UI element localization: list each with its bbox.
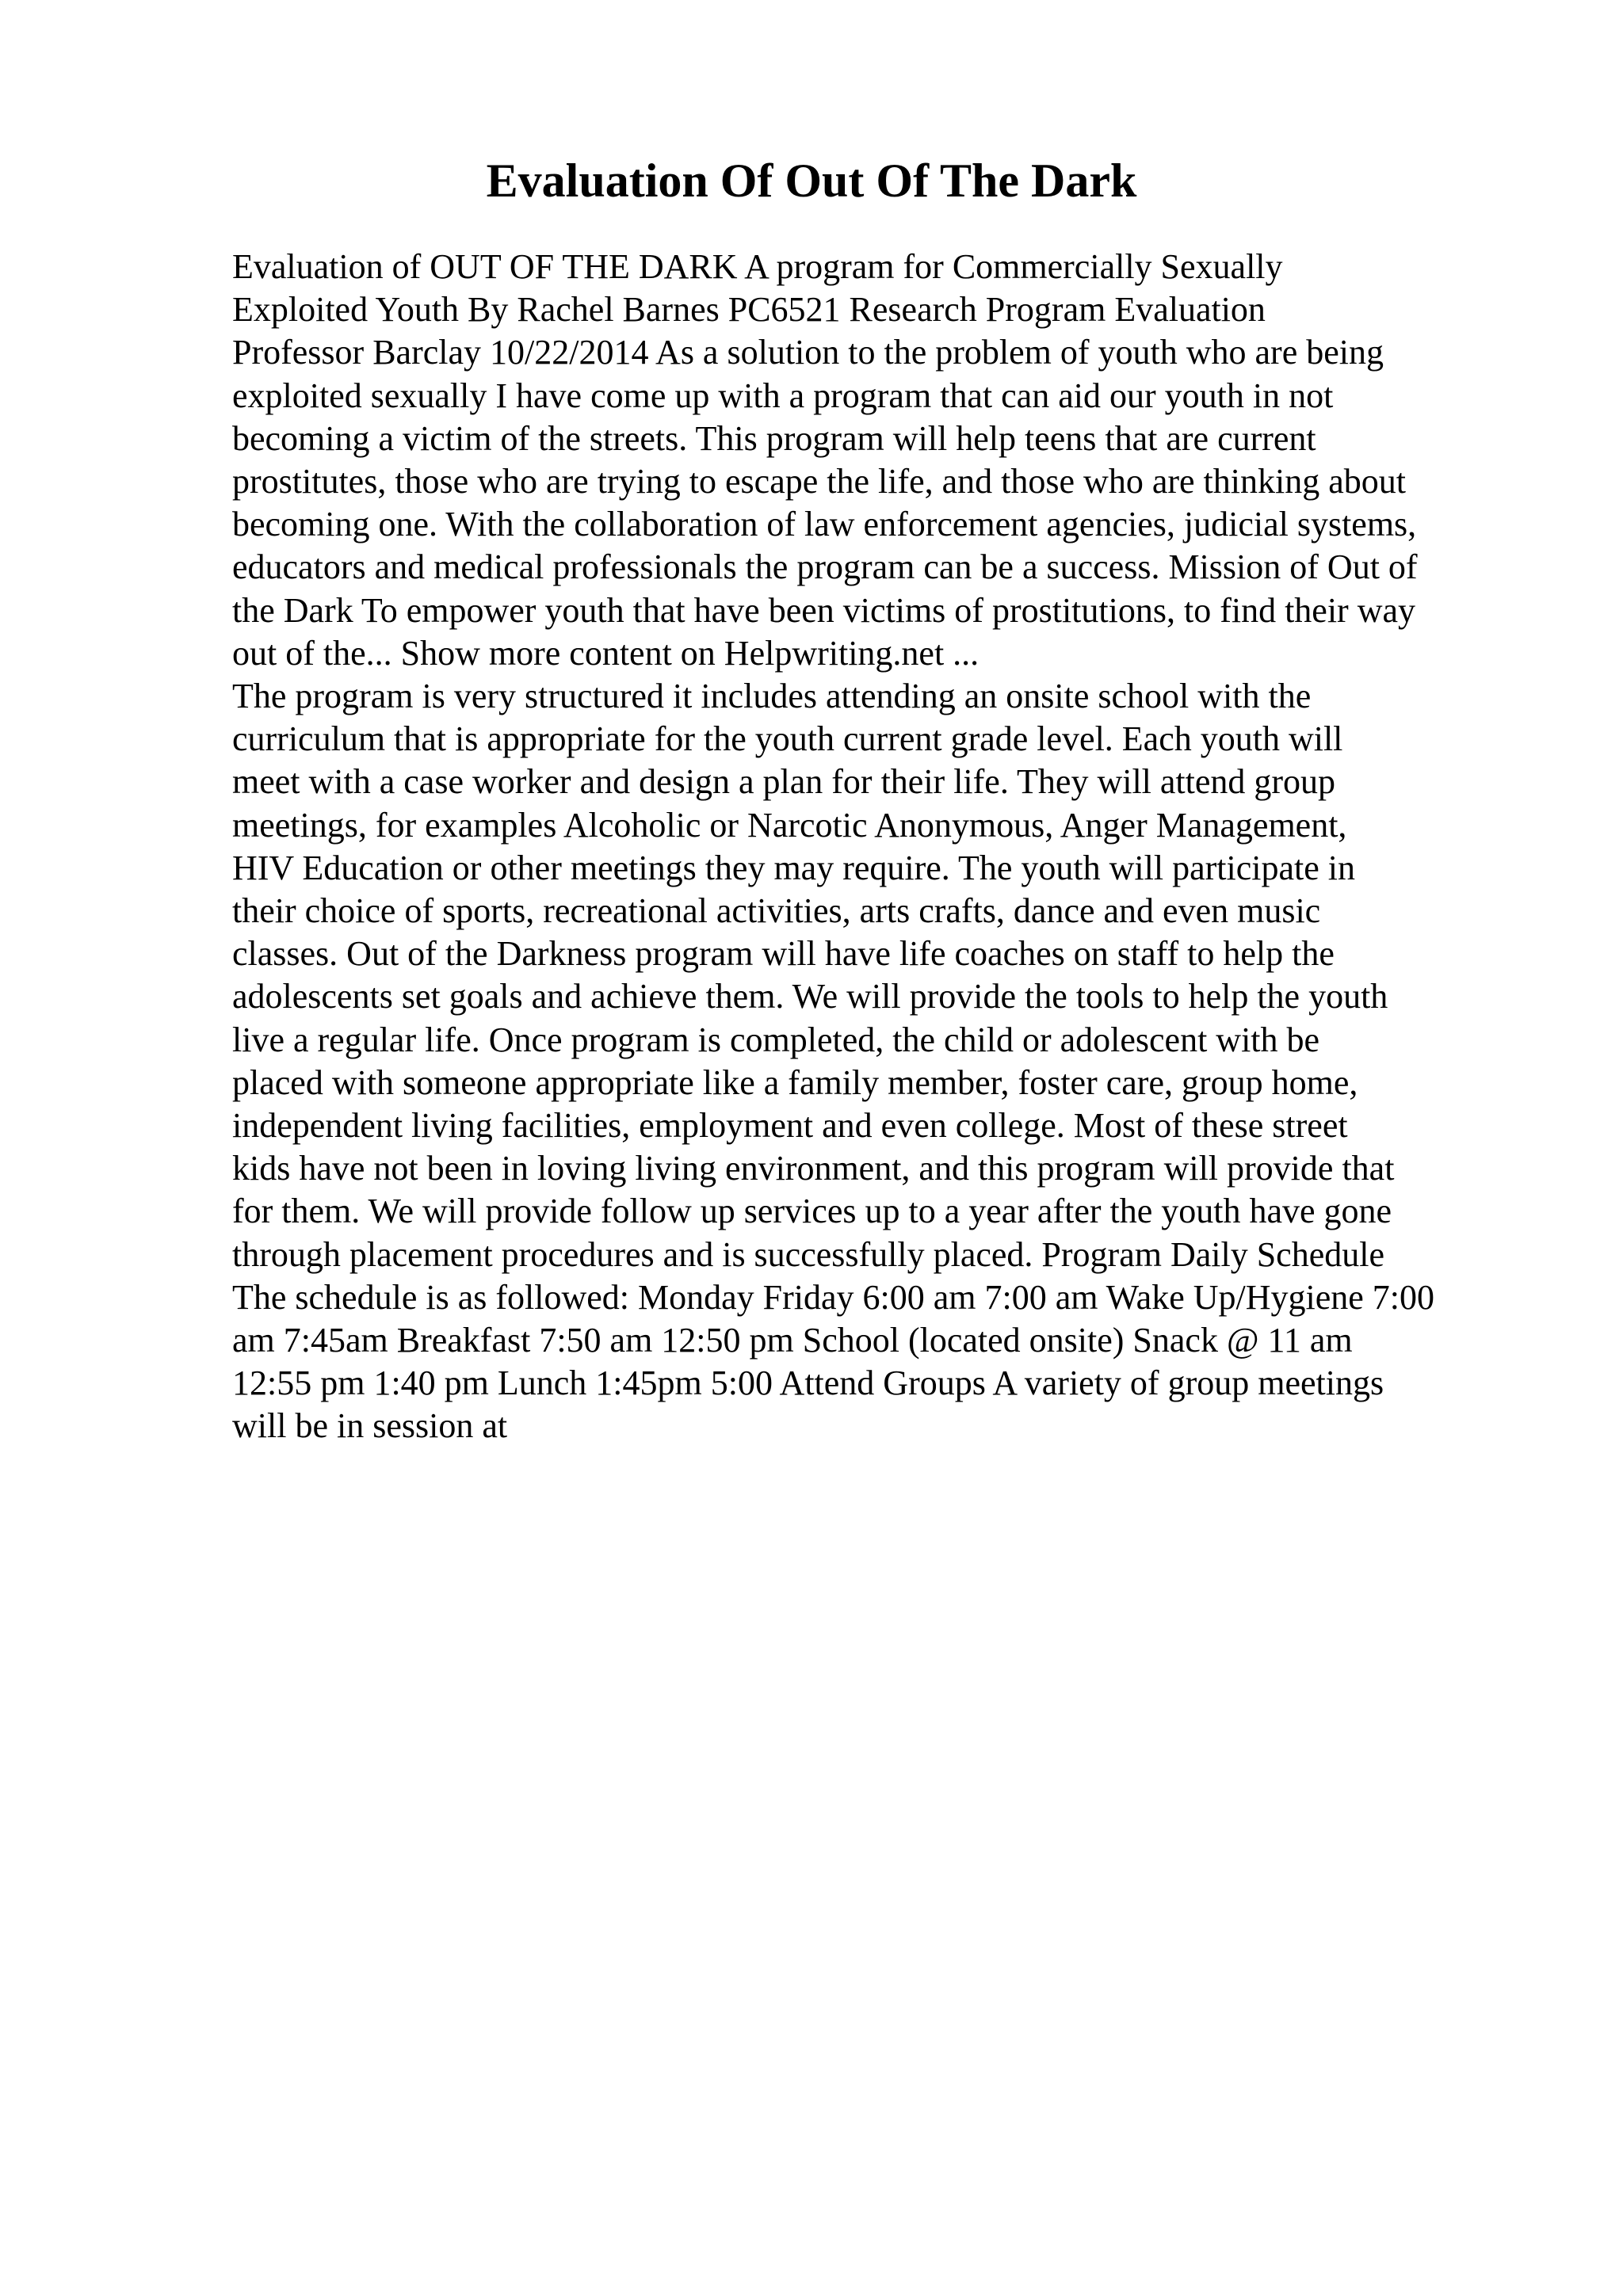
document-body [232, 246, 1532, 1448]
text-line: meetings, for examples Alcoholic or Narcotic Anonymous, Anger Management, [232, 805, 1347, 845]
text-line: prostitutes, those who are trying to escape the life, and those who are thinking about [232, 462, 1406, 502]
text-line: for them. We will provide follow up services up to a year after the youth have gone [232, 1192, 1392, 1231]
text-line: meet with a case worker and design a plan for their life. They will attend group [232, 762, 1336, 802]
text-line: becoming a victim of the streets. This program will help teens that are current [232, 418, 1316, 458]
text-line: kids have not been in loving living environment, and this program will provide that [232, 1149, 1395, 1188]
text-line: The program is very structured it includes attending an onsite school with the [232, 677, 1312, 716]
text-line: curriculum that is appropriate for the youth current grade level. Each youth will [232, 719, 1343, 759]
page-title: Evaluation Of Out Of The Dark [486, 154, 1137, 207]
text-line: Professor Barclay 10/22/2014 As a solution to the problem of youth who are being [232, 333, 1384, 372]
text-line: the Dark To empower youth that have been victims of prostitutions, to find their way [232, 590, 1416, 630]
text-line: classes. Out of the Darkness program will have life coaches on staff to help the [232, 934, 1335, 974]
text-line: educators and medical professionals the program can be a success. Mission of Out of [232, 547, 1418, 587]
text-line: out of the... Show more content on Helpwriting.net ... [232, 633, 980, 673]
text-line: Evaluation of OUT OF THE DARK A program for Commercially Sexually [232, 247, 1283, 286]
text-line: am 7:45am Breakfast 7:50 am 12:50 pm School (located onsite) Snack @ 11 am [232, 1321, 1353, 1360]
text-line: live a regular life. Once program is completed, the child or adolescent with be [232, 1020, 1320, 1059]
text-line: 12:55 pm 1:40 pm Lunch 1:45pm 5:00 Attend Groups A variety of group meetings [232, 1363, 1384, 1403]
text-line: their choice of sports, recreational activities, arts crafts, dance and even music [232, 891, 1321, 931]
text-line: adolescents set goals and achieve them. We will provide the tools to help the youth [232, 977, 1388, 1016]
text-line: independent living facilities, employment and even college. Most of these street [232, 1106, 1348, 1146]
text-line: will be in session at [232, 1406, 508, 1446]
text-line: HIV Education or other meetings they may require. The youth will participate in [232, 848, 1355, 887]
text-line: through placement procedures and is successfully placed. Program Daily Schedule [232, 1234, 1384, 1274]
text-line: Exploited Youth By Rachel Barnes PC6521 Research Program Evaluation [232, 290, 1266, 330]
text-line: placed with someone appropriate like a family member, foster care, group home, [232, 1062, 1358, 1102]
text-line: exploited sexually I have come up with a program that can aid our youth in not [232, 376, 1334, 415]
text-line: becoming one. With the collaboration of law enforcement agencies, judicial systems, [232, 505, 1417, 544]
text-line: The schedule is as followed: Monday Friday 6:00 am 7:00 am Wake Up/Hygiene 7:00 [232, 1277, 1435, 1317]
